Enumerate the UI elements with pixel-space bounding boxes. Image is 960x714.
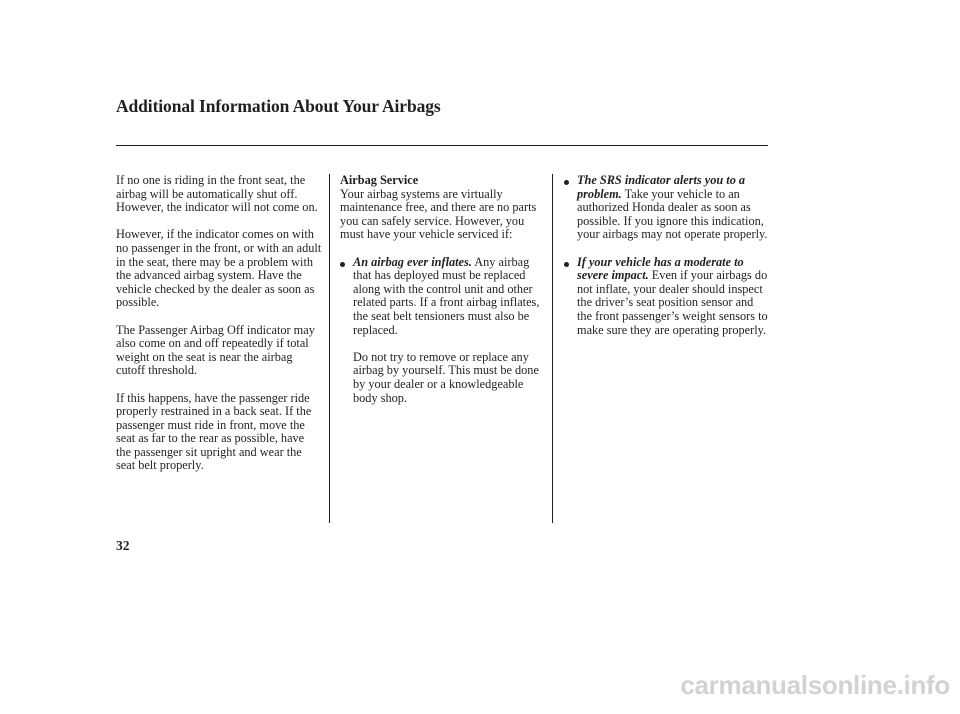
bullet-text: Even if your airbags do not inflate, your dealer should inspect the driver’s seat position sensor and the front passenger’s weight sensors to make sure they are operating properly.	[577, 268, 768, 337]
paragraph: However, if the indicator comes on with no passenger in the front, or with an adult in the seat, there may be a problem with the advanced airbag system. Have the vehicle checked by the dealer as soon as possible.	[116, 227, 322, 310]
bullet-text: Take your vehicle to an authorized Honda dealer as soon as possible. If you ignore this indication, your airbags may not operate properly.	[577, 186, 768, 242]
bullet-lead: The SRS indicator alerts you to a problem.	[577, 173, 746, 201]
watermark: carmanualsonline.info	[680, 670, 950, 700]
column-divider-1	[329, 174, 330, 523]
bullet-icon	[564, 180, 569, 185]
bullet-text: Any airbag that has deployed must be replaced along with the control unit and other related parts. If a front airbag inflates, the seat belt tensioners must also be replaced.	[353, 254, 540, 337]
column-middle	[340, 174, 546, 405]
column-divider-2	[552, 174, 553, 523]
bullet-moderate-impact	[564, 256, 770, 338]
bullet-srs-indicator	[564, 174, 770, 242]
column-right	[564, 174, 770, 337]
page-number: 32	[116, 538, 130, 553]
bullet-airbag-inflates	[340, 256, 546, 338]
column-left	[116, 174, 322, 487]
paragraph-note: Do not try to remove or replace any airbag by yourself. This must be done by your dealer or a knowledgeable body shop.	[353, 349, 539, 405]
bullet-lead: If your vehicle has a moderate to severe impact.	[577, 254, 744, 283]
page-title: Additional Information About Your Airbags	[116, 96, 441, 116]
paragraph: The Passenger Airbag Off indicator may also come on and off repeatedly if total weight on the seat is near the airbag cutoff threshold.	[116, 322, 315, 378]
paragraph-intro: Your airbag systems are virtually maintenance free, and there are no parts you can safely service. However, you must have your vehicle serviced if:	[340, 186, 537, 242]
bullet-lead: An airbag ever inflates.	[353, 254, 472, 269]
bullet-icon	[564, 262, 569, 267]
paragraph: If this happens, have the passenger ride properly restrained in a back seat. If the passenger must ride in front, move the seat as far to the rear as possible, have the passenger sit upright and wear the seat belt properly.	[116, 390, 312, 473]
title-rule	[116, 145, 768, 146]
paragraph: If no one is riding in the front seat, the airbag will be automatically shut off. However, the indicator will not come on.	[116, 173, 318, 215]
bullet-icon	[340, 262, 345, 267]
section-heading-airbag-service: Airbag Service	[340, 173, 419, 187]
